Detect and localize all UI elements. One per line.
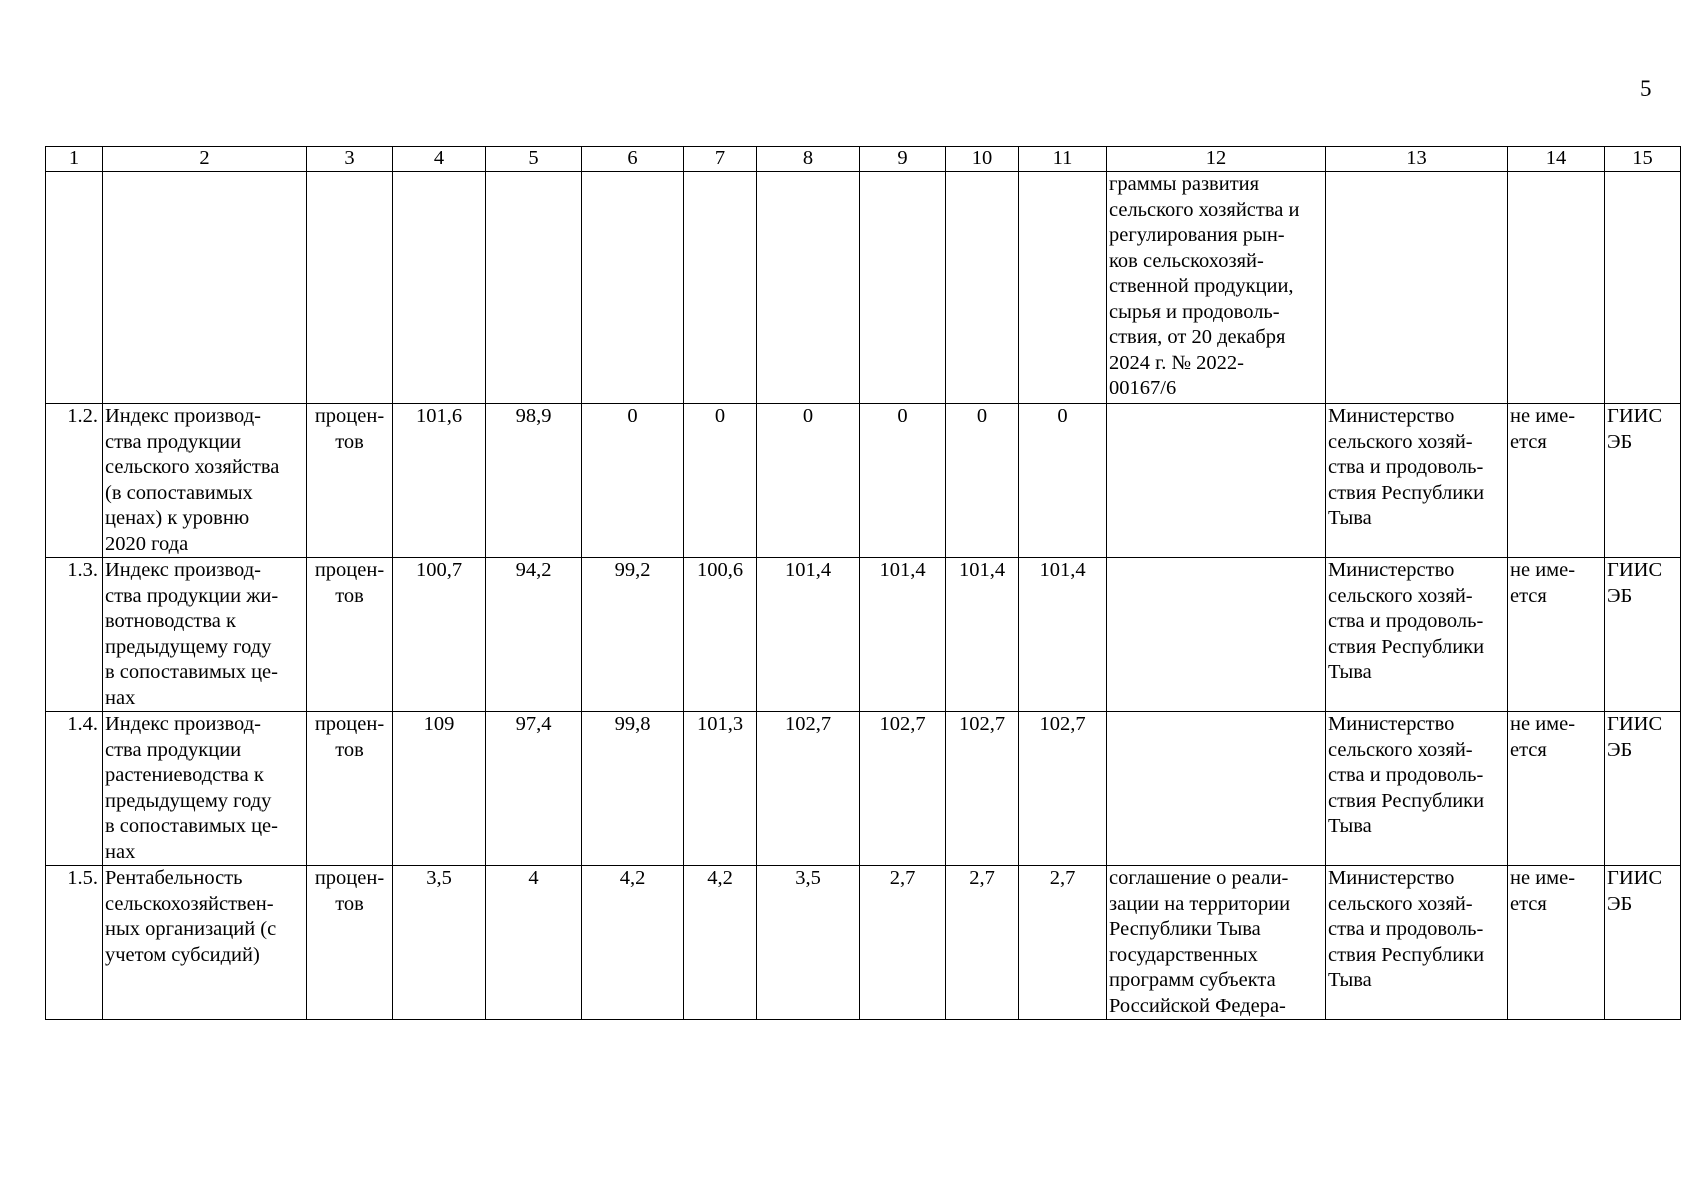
text-line: сельского хозяйства <box>105 456 280 478</box>
column-header-7: 7 <box>684 147 757 172</box>
column-header-2: 2 <box>103 147 307 172</box>
value-cell: 102,7 <box>757 712 860 866</box>
value-cell: 101,4 <box>757 558 860 712</box>
text-line: Министерство <box>1328 405 1455 427</box>
unit-cell <box>307 558 393 712</box>
text-line: сельского хозяй- <box>1328 738 1473 761</box>
col14-cell <box>1508 404 1605 558</box>
indicator-name <box>103 558 307 712</box>
text-line: зации на территории <box>1109 892 1291 915</box>
text-line: Министерство <box>1328 867 1455 889</box>
unit-cell <box>307 866 393 1020</box>
value-cell: 101,4 <box>860 558 946 712</box>
text-line: граммы развития <box>1109 173 1260 195</box>
value-cell: 0 <box>684 404 757 558</box>
value-cell: 102,7 <box>1019 712 1107 866</box>
indicators-table <box>45 146 1681 1020</box>
value-cell: 109 <box>393 712 486 866</box>
text-line: ствия, от 20 декабря <box>1109 326 1286 348</box>
text-line: ства и продоволь- <box>1328 918 1484 940</box>
column-header-9: 9 <box>860 147 946 172</box>
value-cell: 3,5 <box>393 866 486 1020</box>
text-line: ствия Республики <box>1328 789 1485 812</box>
text-line: предыдущему году <box>105 635 272 658</box>
row-number: 1.2. <box>46 404 103 558</box>
text-line: сельского хозяйства и <box>1109 198 1300 221</box>
value-cell: 101,3 <box>684 712 757 866</box>
text-line: ется <box>1510 584 1547 607</box>
value-cell: 100,6 <box>684 558 757 712</box>
column-header-13: 13 <box>1326 147 1508 172</box>
value-cell: 102,7 <box>860 712 946 866</box>
text-line: (в сопоставимых <box>105 481 253 504</box>
value-cell: 3,5 <box>757 866 860 1020</box>
text-line: вотноводства к <box>105 610 236 632</box>
text-line: ственной продукции, <box>1109 275 1294 297</box>
text-line: ства продукции жи- <box>105 584 279 607</box>
text-line: ЭБ <box>1607 892 1633 915</box>
col15-cell <box>1605 866 1681 1020</box>
text-line: учетом субсидий) <box>105 943 260 966</box>
text-line: не име- <box>1510 405 1576 427</box>
responsible-cell <box>1326 404 1508 558</box>
basis-cell <box>1107 404 1326 558</box>
text-line: государственных <box>1109 943 1258 966</box>
column-header-14: 14 <box>1508 147 1605 172</box>
text-line: процен- <box>314 559 385 581</box>
text-line: Министерство <box>1328 713 1455 735</box>
text-line: тов <box>335 584 364 607</box>
text-line: предыдущему году <box>105 789 272 812</box>
text-line: тов <box>335 892 364 915</box>
text-line: ется <box>1510 430 1547 453</box>
value-cell: 2,7 <box>1019 866 1107 1020</box>
text-line: ЭБ <box>1607 738 1633 761</box>
column-header-1: 1 <box>46 147 103 172</box>
text-line: сельского хозяй- <box>1328 892 1473 915</box>
basis-cell <box>1107 558 1326 712</box>
basis-cell <box>1107 712 1326 866</box>
value-cell: 0 <box>582 404 684 558</box>
text-line: не име- <box>1510 559 1576 581</box>
column-header-10: 10 <box>946 147 1019 172</box>
value-cell: 101,6 <box>393 404 486 558</box>
responsible-cell <box>1326 712 1508 866</box>
row-number: 1.4. <box>46 712 103 866</box>
text-line: ГИИС <box>1607 405 1663 427</box>
text-line: 2020 года <box>105 532 189 555</box>
table-row <box>46 866 1681 1020</box>
text-line: ства продукции <box>105 430 242 453</box>
text-line: процен- <box>314 713 385 735</box>
text-line: ценах) к уровню <box>105 507 250 529</box>
text-line: Тыва <box>1328 661 1372 683</box>
header-row <box>46 147 1681 172</box>
value-cell: 97,4 <box>486 712 582 866</box>
text-line: тов <box>335 738 364 761</box>
text-line: Министерство <box>1328 559 1455 581</box>
column-header-15: 15 <box>1605 147 1681 172</box>
text-line: ствия Республики <box>1328 943 1485 966</box>
col14-cell <box>1508 712 1605 866</box>
value-cell: 0 <box>860 404 946 558</box>
value-cell: 4,2 <box>684 866 757 1020</box>
text-line: ется <box>1510 738 1547 761</box>
text-line: ГИИС <box>1607 867 1663 889</box>
column-header-5: 5 <box>486 147 582 172</box>
col15-cell <box>1605 712 1681 866</box>
text-line: сельскохозяйствен- <box>105 892 274 915</box>
value-cell: 99,2 <box>582 558 684 712</box>
indicator-name <box>103 404 307 558</box>
row-number: 1.3. <box>46 558 103 712</box>
text-line: растениеводства к <box>105 764 264 786</box>
text-line: ЭБ <box>1607 584 1633 607</box>
text-line: в сопоставимых це- <box>105 815 278 837</box>
table-row <box>46 712 1681 866</box>
text-line: Российской Федера- <box>1109 994 1286 1017</box>
value-cell: 98,9 <box>486 404 582 558</box>
value-cell: 0 <box>1019 404 1107 558</box>
text-line: ГИИС <box>1607 559 1663 581</box>
text-line: сырья и продоволь- <box>1109 300 1280 323</box>
column-header-11: 11 <box>1019 147 1107 172</box>
text-line: тов <box>335 430 364 453</box>
responsible-cell <box>1326 558 1508 712</box>
text-line: ется <box>1510 892 1547 915</box>
text-line: сельского хозяй- <box>1328 430 1473 453</box>
text-line: Республики Тыва <box>1109 918 1261 940</box>
cell-basis <box>1107 172 1326 404</box>
table-row <box>46 558 1681 712</box>
text-line: Тыва <box>1328 969 1372 991</box>
text-line: ства и продоволь- <box>1328 456 1484 478</box>
text-line: процен- <box>314 867 385 889</box>
text-line: Тыва <box>1328 507 1372 529</box>
text-line: нах <box>105 686 136 709</box>
value-cell: 0 <box>946 404 1019 558</box>
text-line: ствия Республики <box>1328 481 1485 504</box>
col15-cell <box>1605 558 1681 712</box>
column-header-12: 12 <box>1107 147 1326 172</box>
text-line: Индекс производ- <box>105 559 261 581</box>
text-line: ЭБ <box>1607 430 1633 453</box>
value-cell: 101,4 <box>1019 558 1107 712</box>
text-line: ства продукции <box>105 738 242 761</box>
responsible-cell <box>1326 866 1508 1020</box>
unit-cell <box>307 712 393 866</box>
text-line: 2024 г. № 2022- <box>1109 351 1244 374</box>
text-line: процен- <box>314 405 385 427</box>
column-header-6: 6 <box>582 147 684 172</box>
text-line: Индекс производ- <box>105 713 261 735</box>
column-header-4: 4 <box>393 147 486 172</box>
text-line: ГИИС <box>1607 713 1663 735</box>
column-header-3: 3 <box>307 147 393 172</box>
text-line: ствия Республики <box>1328 635 1485 658</box>
value-cell: 101,4 <box>946 558 1019 712</box>
text-line: в сопоставимых це- <box>105 661 278 683</box>
text-line: ков сельскохозяй- <box>1109 249 1264 272</box>
text-line: 00167/6 <box>1109 377 1177 399</box>
text-line: сельского хозяй- <box>1328 584 1473 607</box>
indicator-name <box>103 712 307 866</box>
text-line: не име- <box>1510 713 1576 735</box>
value-cell: 4 <box>486 866 582 1020</box>
text-line: ства и продоволь- <box>1328 610 1484 632</box>
col14-cell <box>1508 866 1605 1020</box>
text-line: программ субъекта <box>1109 969 1276 991</box>
text-line: ных организаций (с <box>105 918 277 940</box>
value-cell: 2,7 <box>860 866 946 1020</box>
text-line: не име- <box>1510 867 1576 889</box>
text-line: соглашение о реали- <box>1109 867 1289 889</box>
table-row <box>46 404 1681 558</box>
text-line: ства и продоволь- <box>1328 764 1484 786</box>
value-cell: 94,2 <box>486 558 582 712</box>
value-cell: 99,8 <box>582 712 684 866</box>
value-cell: 0 <box>757 404 860 558</box>
column-header-8: 8 <box>757 147 860 172</box>
value-cell: 4,2 <box>582 866 684 1020</box>
text-line: Рентабельность <box>105 867 243 889</box>
continuation-row <box>46 172 1681 404</box>
col15-cell <box>1605 404 1681 558</box>
basis-cell <box>1107 866 1326 1020</box>
page-number: 5 <box>1640 76 1652 101</box>
col14-cell <box>1508 558 1605 712</box>
value-cell: 100,7 <box>393 558 486 712</box>
indicator-name <box>103 866 307 1020</box>
text-line: нах <box>105 840 136 863</box>
text-line: Тыва <box>1328 815 1372 837</box>
text-line: Индекс производ- <box>105 405 261 427</box>
unit-cell <box>307 404 393 558</box>
value-cell: 102,7 <box>946 712 1019 866</box>
value-cell: 2,7 <box>946 866 1019 1020</box>
text-line: регулирования рын- <box>1109 224 1285 246</box>
row-number: 1.5. <box>46 866 103 1020</box>
